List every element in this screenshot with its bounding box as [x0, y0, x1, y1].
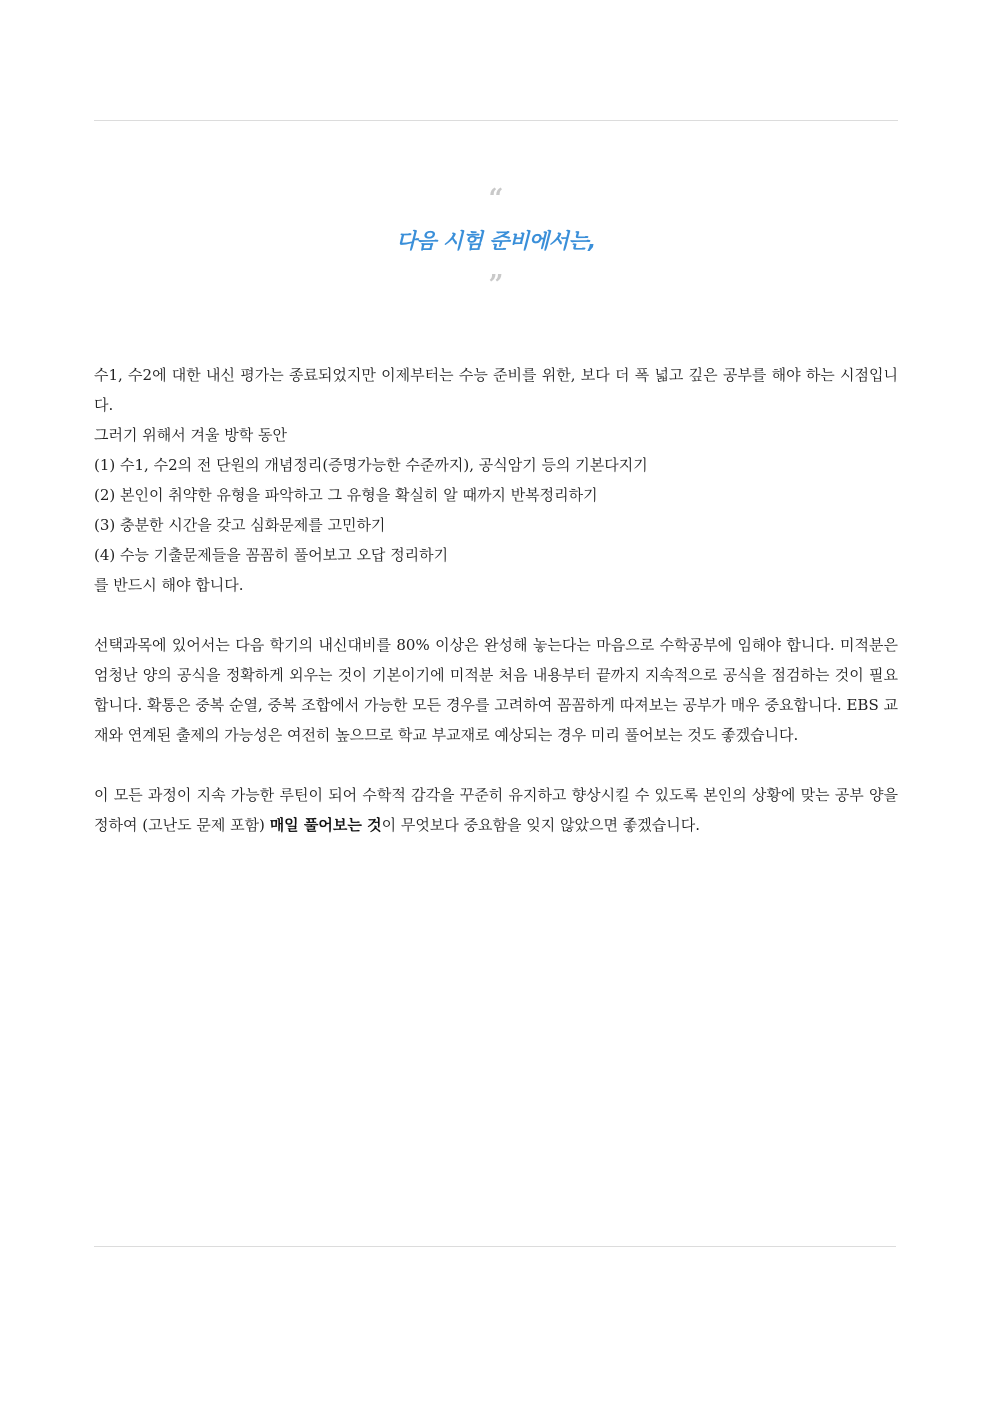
- heading-title: 다음 시험 준비에서는,: [396, 229, 596, 253]
- paragraph-3-after: 이 무엇보다 중요함을 잊지 않았으면 좋겠습니다.: [381, 816, 700, 834]
- step-item-2: (2) 본인이 취약한 유형을 파악하고 그 유형을 확실히 알 때까지 반복정리하기: [94, 486, 598, 504]
- section-heading: [94, 186, 898, 298]
- step-item-4: (4) 수능 기출문제들을 꼼꼼히 풀어보고 오답 정리하기: [94, 546, 449, 564]
- close-quote-icon: ”: [488, 270, 504, 300]
- spacer: [94, 750, 898, 780]
- paragraph-3: [94, 780, 898, 840]
- paragraph-3-emphasis: 매일 풀어보는 것: [269, 816, 382, 834]
- paragraph-3-before: 이 모든 과정이 지속 가능한 루틴이 되어 수학적 감각을 꾸준히 유지하고 향상시킬 수 있도록 본인의 상황에 맞는 공부 양을 정하여 (고난도 문제 포함): [94, 786, 898, 834]
- bottom-divider: [94, 1246, 896, 1247]
- spacer: [94, 600, 898, 630]
- step-item-1: (1) 수1, 수2의 전 단원의 개념정리(증명가능한 수준까지), 공식암기 등의 기본다지기: [94, 456, 648, 474]
- closing-line: 를 반드시 해야 합니다.: [94, 576, 244, 594]
- intro-line: 그러기 위해서 겨울 방학 동안: [94, 426, 287, 444]
- open-quote-icon: “: [488, 184, 504, 214]
- article-body: [94, 360, 898, 840]
- paragraph-2: 선택과목에 있어서는 다음 학기의 내신대비를 80% 이상은 완성해 놓는다는 마음으로 수학공부에 임해야 합니다. 미적분은 엄청난 양의 공식을 정확하게 외우는 것이 기본이기에 미적분 처음 내용부터 끝까지 지속적으로 공식을 점검하는 것이 필요합니다. 확통은 중복 순열, 중복 조합에서 가능한 모든 경우를 고려하여 꼼꼼하게 따져보는 공부가 매우 중요합니다. EBS 교재와 연계된 출제의 가능성은 여전히 높으므로 학교 부교재로 예상되는 경우 미리 풀어보는 것도 좋겠습니다.: [94, 636, 898, 744]
- top-divider: [94, 120, 898, 121]
- paragraph-1: 수1, 수2에 대한 내신 평가는 종료되었지만 이제부터는 수능 준비를 위한, 보다 더 폭 넓고 깊은 공부를 해야 하는 시점입니다.: [94, 366, 898, 414]
- step-item-3: (3) 충분한 시간을 갖고 심화문제를 고민하기: [94, 516, 386, 534]
